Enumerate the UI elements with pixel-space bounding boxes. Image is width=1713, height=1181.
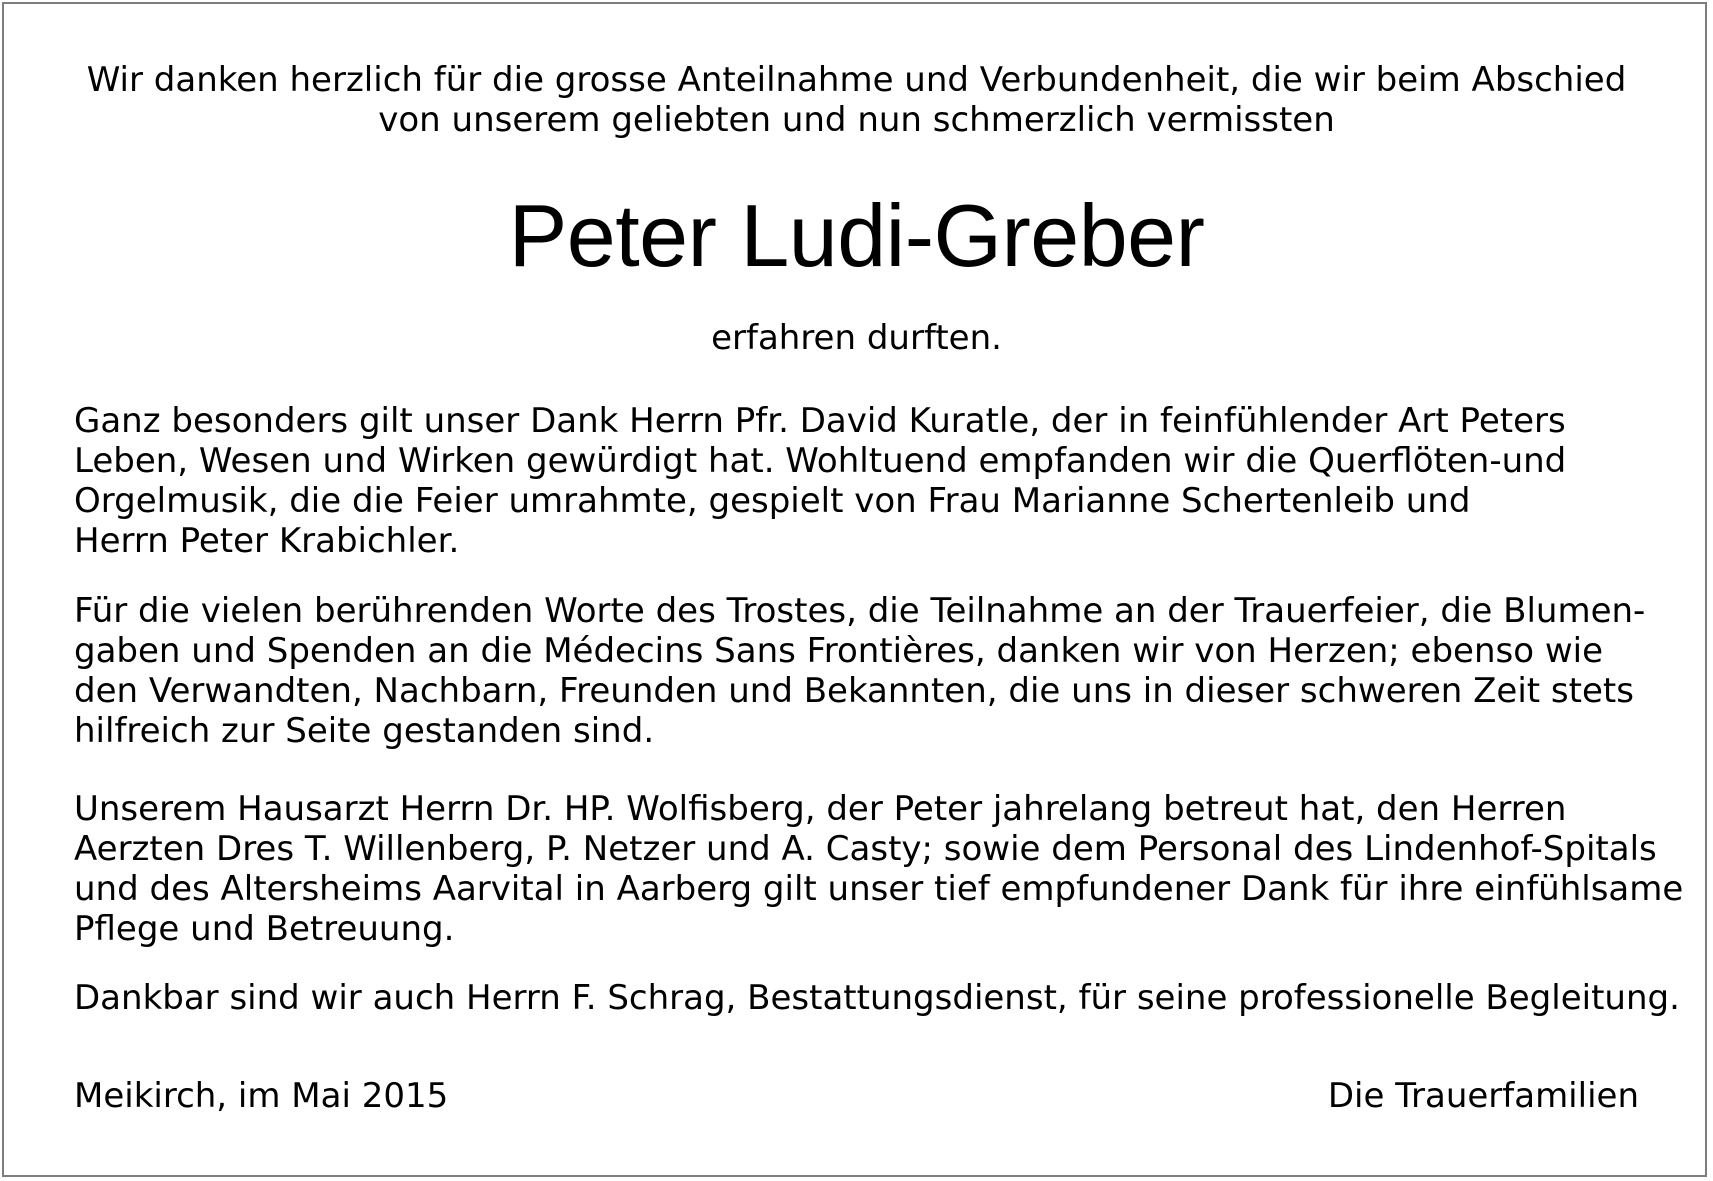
thanks-paragraph-pastor [74,401,1674,561]
paragraph-line: Unserem Hausarzt Herrn Dr. HP. Wolfisberg, der Peter jahrelang betreut hat, den Herren [74,789,1567,829]
paragraph-line: gaben und Spenden an die Médecins Sans Frontières, danken wir von Herzen; ebenso wie [74,631,1604,671]
after-name-text: erfahren durften. [711,318,1002,358]
paragraph-line: Leben, Wesen und Wirken gewürdigt hat. Wohltuend empfanden wir die Querflöten-und [74,441,1567,481]
thanks-paragraph-doctors [74,789,1684,949]
paragraph-line: Ganz besonders gilt unser Dank Herrn Pfr. David Kuratle, der in feinfühlender Art Peters [74,401,1566,441]
paragraph-line: den Verwandten, Nachbarn, Freunden und Bekannten, die uns in dieser schweren Zeit stets [74,671,1634,711]
paragraph-line: Pflege und Betreuung. [74,909,455,949]
intro-line: von unserem geliebten und nun schmerzlich vermissten [378,100,1335,140]
place-date: Meikirch, im Mai 2015 [74,1076,449,1116]
intro-line: Wir danken herzlich für die grosse Anteilnahme und Verbundenheit, die wir beim Abschied [86,60,1627,100]
paragraph-line: und des Altersheims Aarvital in Aarberg gilt unser tief empfundener Dank für ihre einfühlsame [74,869,1684,909]
signature: Die Trauerfamilien [1327,1076,1639,1116]
thanks-paragraph-condolences [74,591,1674,751]
thanks-paragraph-funeral-service [74,978,1680,1018]
intro-text [0,60,1713,140]
deceased-name: Peter Ludi-Greber [508,186,1205,285]
paragraph-line: Herrn Peter Krabichler. [74,521,460,561]
paragraph-line: Für die vielen berührenden Worte des Trostes, die Teilnahme an der Trauerfeier, die Blumen- [74,591,1646,631]
paragraph-line: Orgelmusik, die die Feier umrahmte, gespielt von Frau Marianne Schertenleib und [74,481,1471,521]
paragraph-line: hilfreich zur Seite gestanden sind. [74,711,655,751]
paragraph-line: Aerzten Dres T. Willenberg, P. Netzer und A. Casty; sowie dem Personal des Lindenhof-Spitals [74,829,1657,869]
paragraph-line: Dankbar sind wir auch Herrn F. Schrag, Bestattungsdienst, für seine professionelle Begleitung. [74,978,1680,1018]
